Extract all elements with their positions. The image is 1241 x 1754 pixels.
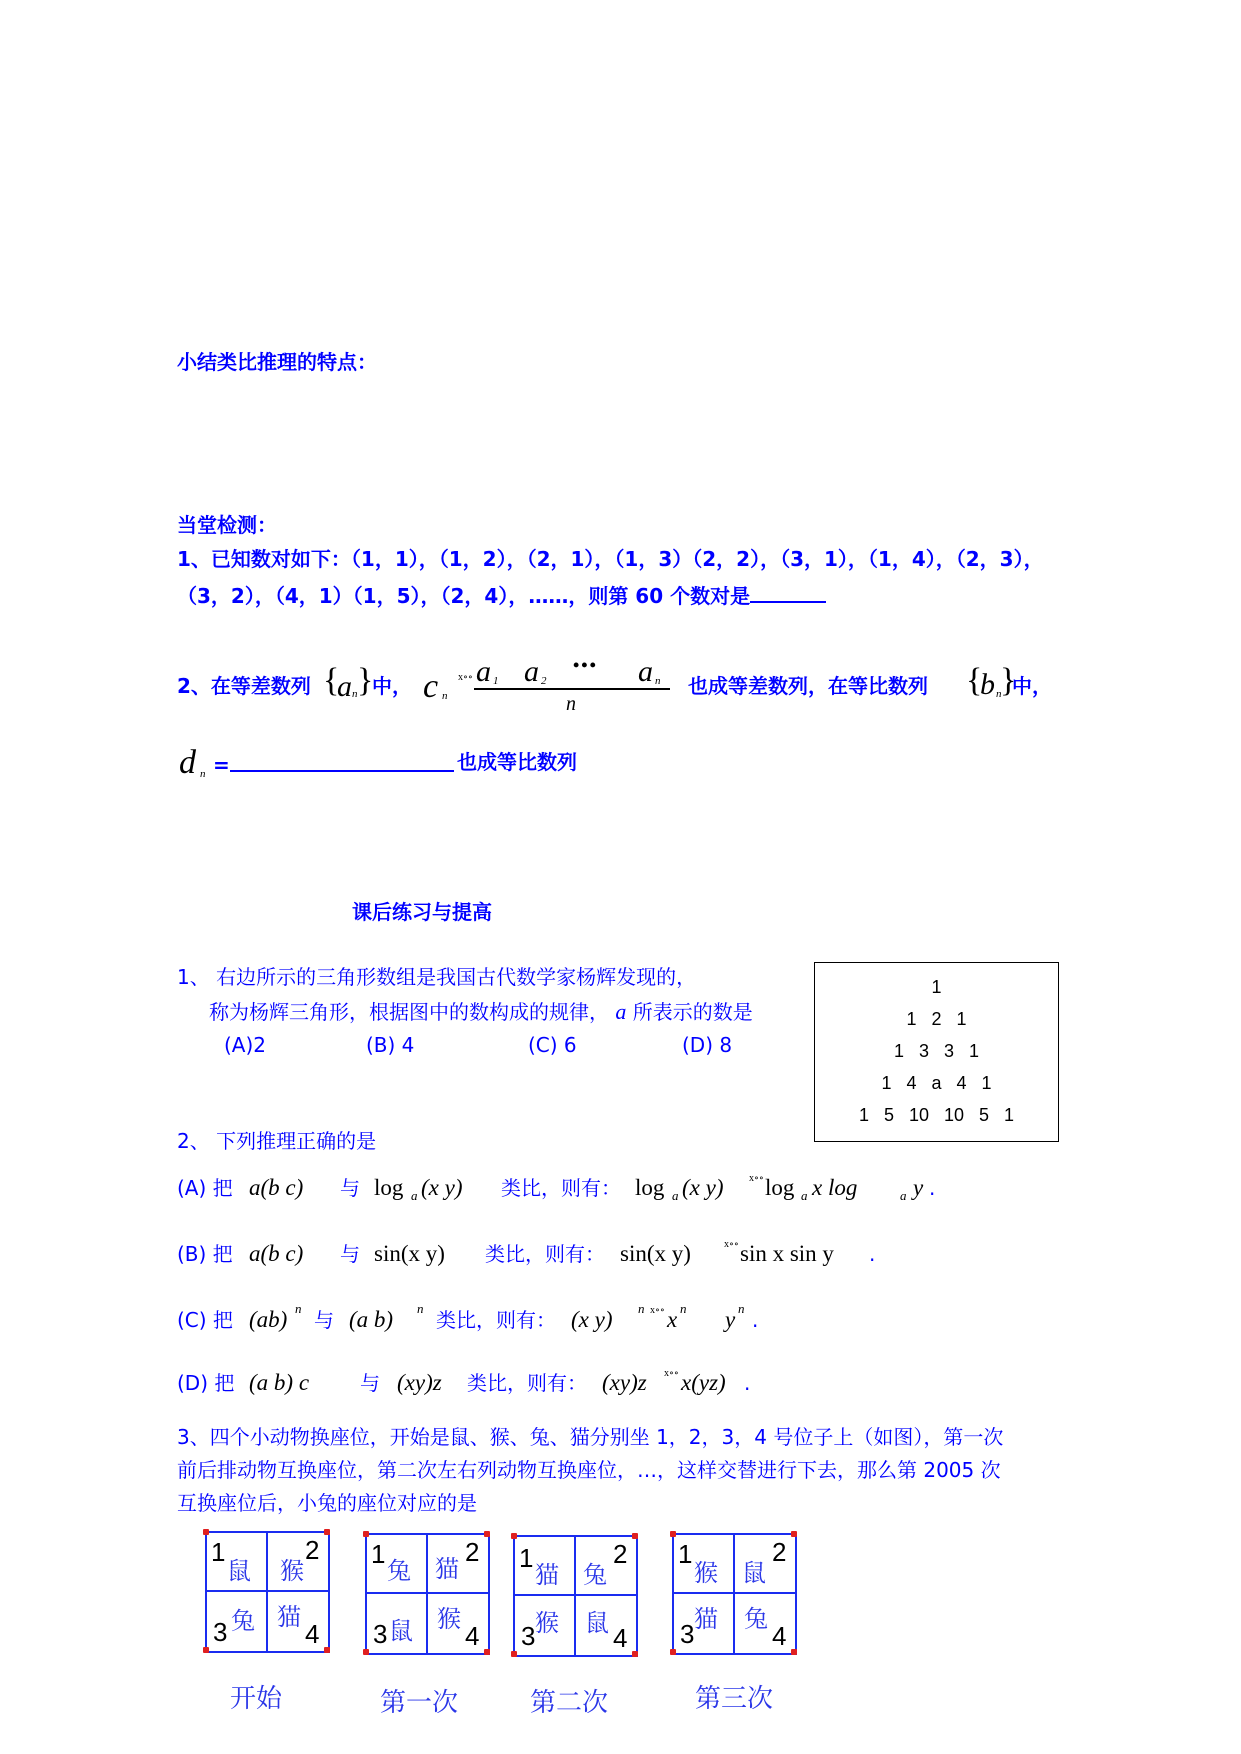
caption-start: 开始 [230, 1684, 283, 1714]
triangle-row-3: 1 3 3 1 [893, 1041, 980, 1061]
triangle-row-4: 1 4 a 4 1 [881, 1073, 992, 1093]
opt-a-e4sub: a [801, 1188, 808, 1203]
grid-dot [670, 1649, 676, 1655]
caption-first: 第一次 [380, 1688, 459, 1718]
seat-animal-tl: 鼠 [227, 1557, 251, 1585]
grid-vline [574, 1537, 576, 1655]
opt-c-sup5: n [738, 1301, 745, 1316]
practice-q1-var: a [615, 999, 627, 1024]
seat-number-2: 2 [305, 1535, 320, 1565]
dn-tail: 也成等比数列 [457, 750, 577, 774]
grid-dot [791, 1649, 797, 1655]
check-q1-line1: 1、已知数对如下：（1，1），（1，2），（2，1），（1，3）（2，2），（3，1），（1，4），（2，3）， [177, 547, 1044, 571]
option-c-row [177, 1301, 1077, 1337]
practice-q2-heading: 2、 下列推理正确的是 [177, 1129, 377, 1153]
opt-a-w1: 与 [340, 1176, 360, 1200]
caption-second: 第二次 [530, 1688, 609, 1718]
opt-c-e4b: y [725, 1307, 736, 1332]
seat-animal-tr: 兔 [583, 1561, 607, 1589]
num-a2-sub: 2 [541, 675, 547, 687]
cn-sub: n [442, 690, 448, 702]
check-q1-line2-text: （3，2），（4，1）（1，5），（2，4），……，则第 60 个数对是 [177, 584, 751, 608]
dn-eq-sign: = [213, 753, 230, 777]
num-an-sub: n [655, 675, 661, 687]
practice-q1-line1: 1、 右边所示的三角形数组是我国古代数学家杨辉发现的， [177, 965, 697, 989]
opt-b-w2: 类比，则有： [485, 1242, 605, 1266]
brace-left-b: { [966, 662, 983, 699]
seq-an [323, 662, 374, 708]
option-d-row [177, 1370, 1077, 1400]
check-q1-line2 [177, 583, 826, 606]
option-a: (A)2 [224, 1033, 267, 1057]
opt-d-w1: 与 [360, 1371, 380, 1395]
opt-b-e1: a(b c) [249, 1241, 304, 1266]
practice-q1-line2-pre: 称为杨辉三角形，根据图中的数构成的规律， [209, 1000, 609, 1024]
option-a-row [177, 1175, 1077, 1205]
seat-number-4: 4 [613, 1623, 628, 1653]
seat-number-1: 1 [519, 1543, 534, 1573]
grid-vline [426, 1535, 428, 1653]
opt-c-sup4: n [680, 1301, 687, 1316]
seat-number-3: 3 [213, 1617, 228, 1647]
opt-d-end: . [744, 1371, 751, 1395]
seq-an-sub: n [352, 688, 358, 700]
fraction [474, 655, 670, 715]
seat-number-1: 1 [371, 1539, 386, 1569]
opt-a-e4c: y [913, 1175, 924, 1200]
summary-heading: 小结类比推理的特点： [177, 350, 377, 374]
seat-number-4: 4 [772, 1621, 787, 1651]
dn-blank [230, 752, 454, 772]
opt-c-w2: 类比，则有： [436, 1308, 556, 1332]
opt-a-end: . [929, 1176, 936, 1200]
seat-animal-tr: 鼠 [742, 1559, 766, 1587]
seat-number-3: 3 [521, 1621, 536, 1651]
opt-a-e2b: (x y) [421, 1175, 463, 1200]
seq-an-letter: a [337, 670, 352, 703]
opt-d-e4: x(yz) [681, 1370, 726, 1395]
opt-a-label: (A) 把 [177, 1176, 233, 1200]
check-q2-mid: 中， [372, 674, 412, 698]
opt-c-sup1: n [295, 1301, 302, 1316]
seat-number-2: 2 [613, 1539, 628, 1569]
practice-q3-line3: 互换座位后，小兔的座位对应的是 [177, 1491, 477, 1515]
triangle-row-5: 1 5 10 10 5 1 [858, 1105, 1015, 1125]
dn-sub: n [200, 768, 206, 780]
seq-bn-sub: n [996, 688, 1002, 700]
fraction-bar [474, 688, 670, 690]
seq-bn-letter: b [980, 668, 995, 701]
seat-grid-start [205, 1531, 330, 1653]
seat-animal-br: 兔 [744, 1605, 768, 1633]
seat-number-2: 2 [465, 1537, 480, 1567]
seat-number-3: 3 [373, 1619, 388, 1649]
grid-hline [207, 1590, 328, 1592]
opt-d-e2: (xy)z [397, 1370, 442, 1395]
grid-dot [632, 1651, 638, 1657]
practice-q3-line1: 3、四个小动物换座位，开始是鼠、猴、兔、猫分别坐 1，2，3，4 号位子上（如图），第一次 [177, 1425, 1004, 1449]
brace-left: { [323, 662, 340, 699]
caption-third: 第三次 [695, 1684, 774, 1714]
dn-letter: d [179, 744, 196, 781]
num-a1-sub: 1 [493, 675, 499, 687]
opt-c-e2: (a b) [349, 1307, 394, 1332]
opt-b-e4: sin x sin y [740, 1241, 834, 1266]
seat-grid-first [365, 1533, 490, 1655]
opt-a-e2: log [374, 1175, 404, 1200]
opt-d-e3: (xy)z [602, 1370, 647, 1395]
grid-dot [324, 1529, 330, 1535]
opt-b-garble: x∘∘ [724, 1239, 739, 1250]
seat-animal-br: 鼠 [585, 1609, 609, 1637]
opt-d-e1: (a b) c [249, 1370, 310, 1395]
grid-dot [632, 1533, 638, 1539]
option-b: (B) 4 [366, 1033, 415, 1057]
opt-a-garble: x∘∘ [749, 1173, 764, 1184]
grid-vline [266, 1533, 268, 1651]
opt-c-sup3: n [638, 1301, 645, 1316]
opt-d-label: (D) 把 [177, 1371, 235, 1395]
opt-c-sup2: n [417, 1301, 424, 1316]
opt-c-end: . [752, 1308, 759, 1332]
num-a1: a [476, 655, 491, 688]
cn-letter: c [423, 668, 439, 705]
grid-dot [203, 1647, 209, 1653]
grid-dot [363, 1531, 369, 1537]
opt-a-e3: log [635, 1175, 665, 1200]
opt-d-garble: x∘∘ [664, 1368, 679, 1379]
triangle-row-1: 1 [931, 977, 942, 997]
grid-dot [511, 1533, 517, 1539]
opt-a-e4: log [765, 1175, 795, 1200]
grid-hline [515, 1594, 636, 1596]
brace-right-b: } [1000, 662, 1017, 699]
seat-animal-bl: 猴 [535, 1609, 559, 1637]
garbled-symbol: x∘∘ [458, 672, 473, 683]
grid-dot [324, 1647, 330, 1653]
seat-animal-bl: 鼠 [389, 1617, 413, 1645]
opt-a-e4b: x log [812, 1175, 858, 1200]
check-q2-after: 也成等差数列，在等比数列 [688, 674, 928, 698]
yanghui-triangle-box [814, 962, 1059, 1142]
grid-dot [363, 1649, 369, 1655]
opt-c-e4: x [667, 1307, 678, 1332]
grid-dot [511, 1651, 517, 1657]
seat-animal-br: 猫 [277, 1603, 301, 1631]
opt-a-e4sub2: a [900, 1188, 907, 1203]
opt-c-e1: (ab) [249, 1307, 288, 1332]
check-q2-end: 中， [1012, 674, 1052, 698]
seat-number-2: 2 [772, 1537, 787, 1567]
answer-blank [750, 583, 826, 603]
practice-title: 课后练习与提高 [352, 900, 492, 924]
opt-b-e3: sin(x y) [620, 1241, 691, 1266]
seat-grid-third [672, 1533, 797, 1655]
seat-grid-second [513, 1535, 638, 1657]
check-heading: 当堂检测： [177, 513, 277, 537]
num-an: a [638, 655, 653, 688]
triangle-row-2: 1 2 1 [906, 1009, 967, 1029]
seat-number-4: 4 [465, 1621, 480, 1651]
grid-dot [791, 1531, 797, 1537]
seat-animal-bl: 兔 [231, 1607, 255, 1635]
grid-dot [670, 1531, 676, 1537]
opt-c-label: (C) 把 [177, 1308, 233, 1332]
grid-hline [367, 1592, 488, 1594]
opt-a-e1: a(b c) [249, 1175, 304, 1200]
seat-number-3: 3 [680, 1619, 695, 1649]
seat-animal-bl: 猫 [694, 1605, 718, 1633]
practice-q1-line2-post: 所表示的数是 [632, 1000, 753, 1024]
option-c: (C) 6 [528, 1033, 577, 1057]
seat-animal-tl: 猫 [535, 1561, 559, 1589]
option-d: (D) 8 [682, 1033, 733, 1057]
dn-eq [213, 752, 454, 775]
opt-c-w1: 与 [314, 1308, 334, 1332]
opt-b-w1: 与 [340, 1242, 360, 1266]
grid-vline [733, 1535, 735, 1653]
seat-animal-br: 猴 [437, 1605, 461, 1633]
brace-right: } [357, 662, 374, 699]
opt-a-e3b: (x y) [682, 1175, 724, 1200]
num-a2: a [524, 655, 539, 688]
opt-b-end: . [869, 1242, 876, 1266]
den-n: n [566, 693, 576, 715]
seat-number-1: 1 [211, 1537, 226, 1567]
num-dots: ••• [573, 655, 598, 675]
opt-a-e2sub: a [411, 1188, 418, 1203]
practice-q1-line2 [209, 1001, 753, 1023]
seat-number-1: 1 [678, 1539, 693, 1569]
check-q2-prefix: 2、在等差数列 [177, 674, 311, 698]
opt-a-w2: 类比，则有： [501, 1176, 621, 1200]
seat-number-4: 4 [305, 1619, 320, 1649]
opt-b-label: (B) 把 [177, 1242, 233, 1266]
grid-dot [484, 1649, 490, 1655]
opt-d-w2: 类比，则有： [467, 1371, 587, 1395]
practice-q3-line2: 前后排动物互换座位，第二次左右列动物互换座位，…，这样交替进行下去，那么第 2005 次 [177, 1458, 1001, 1482]
seq-bn [966, 662, 1017, 708]
grid-dot [203, 1529, 209, 1535]
option-b-row [177, 1241, 1077, 1271]
opt-c-garble: x∘∘ [650, 1305, 665, 1316]
grid-dot [484, 1531, 490, 1537]
seat-animal-tr: 猴 [280, 1557, 304, 1585]
grid-hline [674, 1592, 795, 1594]
opt-a-e3sub: a [672, 1188, 679, 1203]
opt-b-e2: sin(x y) [374, 1241, 445, 1266]
seat-animal-tl: 兔 [387, 1557, 411, 1585]
opt-c-e3: (x y) [571, 1307, 613, 1332]
seat-animal-tl: 猴 [694, 1559, 718, 1587]
seat-animal-tr: 猫 [435, 1555, 459, 1583]
